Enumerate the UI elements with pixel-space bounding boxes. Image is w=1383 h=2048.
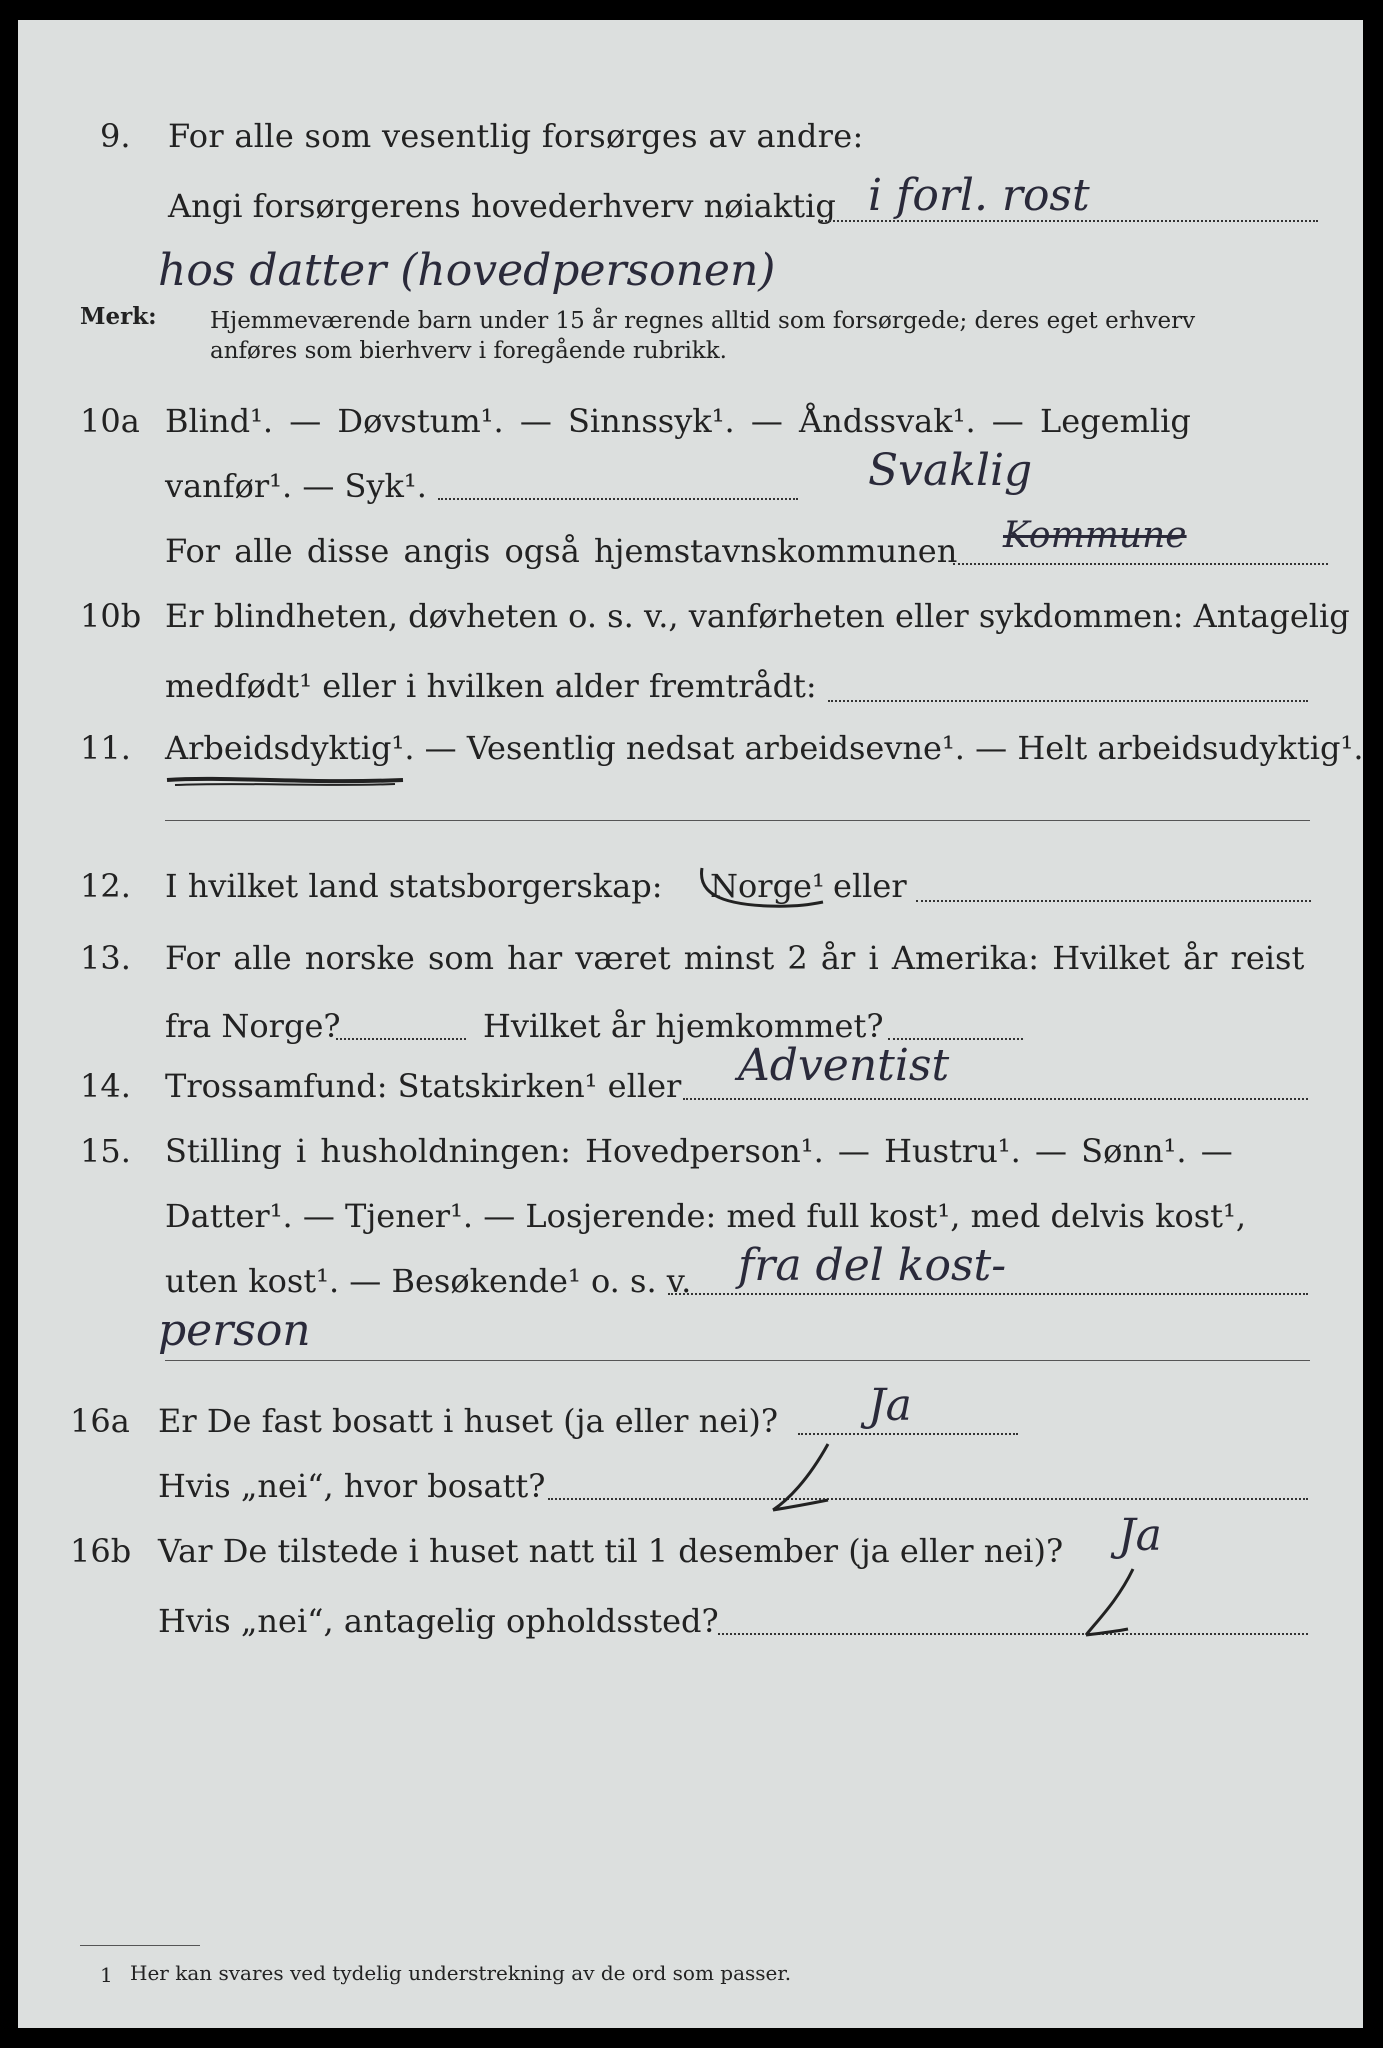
q11-rule [165,820,1310,821]
q15-handwritten-answer2: person [158,1305,311,1356]
q16b-number: 16b [70,1532,132,1570]
q9-handwritten-answer2: hos datter (hovedpersonen) [158,245,776,296]
q16b-handwritten-answer: Ja [1118,1510,1162,1561]
q15-number: 15. [80,1132,131,1170]
q16b-dash-mark [1078,1565,1178,1649]
census-form-page [18,20,1363,2028]
q13-line1: For alle norske som har været minst 2 år i Amerika: Hvilket år reist [165,939,1305,977]
q15-handwritten-answer1: fra del kost- [738,1240,1007,1291]
q10a-handwritten-answer2: Kommune [1003,515,1187,556]
q13-line2a: fra Norge? [165,1007,341,1045]
q10b-line1: Er blindheten, døvheten o. s. v., vanførheten eller sykdommen: Antagelig [165,597,1350,635]
q13-reist-line [336,1038,466,1040]
q12-line1: I hvilket land statsborgerskap: [165,867,663,905]
q9-line2: Angi forsørgerens hovederhverv nøiaktig [168,187,836,225]
q12-eller: eller [833,867,907,905]
q14-line1: Trossamfund: Statskirken¹ eller [165,1067,682,1105]
q10a-line3: For alle disse angis også hjemstavnskommunen [165,532,958,570]
merk-label: Merk: [80,303,157,330]
q15-rule [165,1360,1310,1361]
q11-underline-mark [165,770,405,794]
q16a-line2: Hvis „nei“, hvor bosatt? [158,1467,546,1505]
q10b-line2: medfødt¹ eller i hvilken alder fremtrådt: [165,667,817,705]
q16a-dash-mark [768,1440,888,1524]
footnote-mark: 1 [100,1963,113,1987]
q14-handwritten-answer: Adventist [738,1040,950,1091]
q14-number: 14. [80,1067,131,1105]
q16a-bosatt-line [548,1498,1308,1500]
q10b-answer-line [828,700,1308,702]
q11-line1: Arbeidsdyktig¹. — Vesentlig nedsat arbeidsevne¹. — Helt arbeidsudyktig¹. [165,729,1364,767]
q10b-number: 10b [80,597,142,635]
q12-underline-mark [698,862,828,916]
q15-answer-line [668,1293,1308,1295]
q13-number: 13. [80,939,131,977]
q10a-syk-line [438,498,798,500]
q12-answer-line [916,900,1311,902]
q10a-line1: Blind¹. — Døvstum¹. — Sinnssyk¹. — Åndssvak¹. — Legemlig [165,402,1191,440]
q10a-handwritten-answer1: Svaklig [868,445,1033,496]
q15-line2: Datter¹. — Tjener¹. — Losjerende: med full kost¹, med delvis kost¹, [165,1197,1247,1235]
q16a-answer-line [798,1433,1018,1435]
q15-line1: Stilling i husholdningen: Hovedperson¹. — Hustru¹. — Sønn¹. — [165,1132,1233,1170]
footnote-rule [80,1945,200,1946]
q16a-line1: Er De fast bosatt i huset (ja eller nei)? [158,1402,779,1440]
q9-line1: For alle som vesentlig forsørges av andre: [168,117,864,155]
q9-handwritten-answer1: i forl. rost [868,170,1090,221]
q10a-number: 10a [80,402,140,440]
q16b-answer-line [718,1633,1308,1635]
q16a-number: 16a [70,1402,130,1440]
footnote-text: Her kan svares ved tydelig understrekning av de ord som passer. [130,1961,792,1985]
q9-number: 9. [100,117,131,155]
q14-answer-line [683,1098,1308,1100]
q12-norge: Norge¹ [710,867,825,905]
q16a-handwritten-answer: Ja [868,1380,912,1431]
q10a-line2: vanfør¹. — Syk¹. [165,467,427,505]
merk-line2: anføres som bierhverv i foregående rubrikk. [210,338,727,364]
q16b-line2: Hvis „nei“, antagelig opholdssted? [158,1602,719,1640]
q13-line2b: Hvilket år hjemkommet? [483,1007,884,1045]
q11-number: 11. [80,729,131,767]
merk-line1: Hjemmeværende barn under 15 år regnes alltid som forsørgede; deres eget erhverv [210,308,1196,334]
q15-line3: uten kost¹. — Besøkende¹ o. s. v. [165,1262,692,1300]
q12-number: 12. [80,867,131,905]
q10a-kommune-line [953,563,1328,565]
q16b-line1: Var De tilstede i huset natt til 1 desember (ja eller nei)? [158,1532,1064,1570]
